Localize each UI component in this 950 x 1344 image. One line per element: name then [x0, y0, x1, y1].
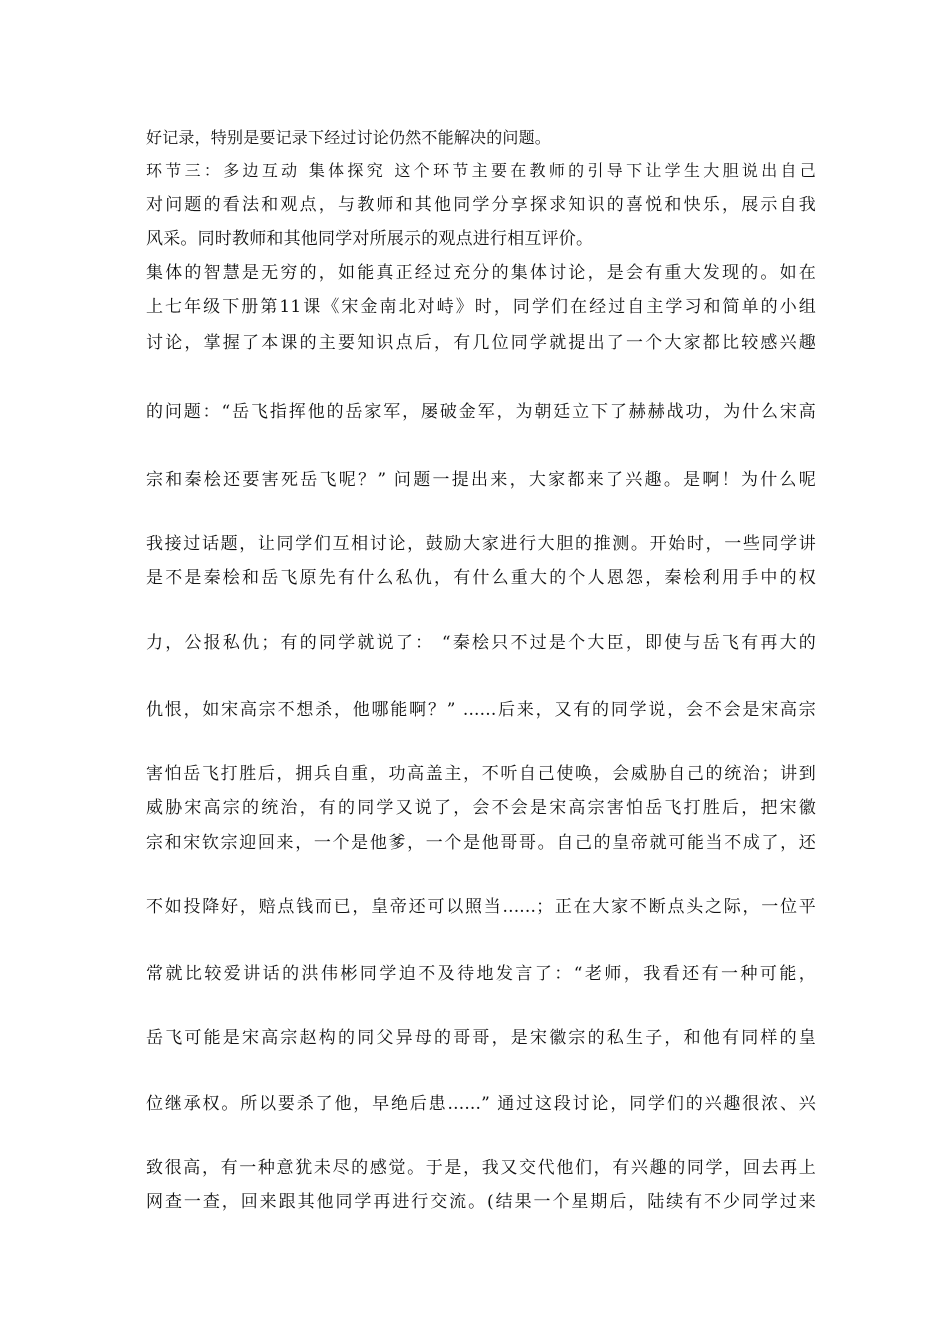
- text-line: 位继承权。所以要杀了他，早绝后患......” 通过这段讨论，同学们的兴趣很浓、兴: [146, 1094, 816, 1114]
- text-line: 致很高，有一种意犹未尽的感觉。于是，我又交代他们，有兴趣的同学，回去再上: [146, 1158, 816, 1178]
- text-line: 威胁宋高宗的统治，有的同学又说了，会不会是宋高宗害怕岳飞打胜后，把宋徽: [146, 798, 816, 818]
- text-line: 环节三：多边互动 集体探究 这个环节主要在教师的引导下让学生大胆说出自己: [146, 161, 816, 180]
- text-line: 宗和秦桧还要害死岳飞呢？” 问题一提出来，大家都来了兴趣。是啊！为什么呢: [146, 470, 816, 490]
- text-line: 常就比较爱讲话的洪伟彬同学迫不及待地发言了：“老师，我看还有一种可能，: [146, 964, 816, 984]
- text-line: 宗和宋钦宗迎回来，一个是他爹，一个是他哥哥。自己的皇帝就可能当不成了，还: [146, 833, 816, 853]
- text-line: 仇恨，如宋高宗不想杀，他哪能啊？” ......后来，又有的同学说，会不会是宋高宗: [146, 700, 816, 720]
- text-line: 的问题：“岳飞指挥他的岳家军，屡破金军，为朝廷立下了赫赫战功，为什么宋高: [146, 402, 816, 422]
- text-line: 害怕岳飞打胜后，拥兵自重，功高盖主，不听自己使唤，会威胁自己的统治；讲到: [146, 764, 816, 784]
- text-line: 力，公报私仇；有的同学就说了： “秦桧只不过是个大臣，即使与岳飞有再大的: [146, 633, 816, 653]
- text-line: 讨论，掌握了本课的主要知识点后，有几位同学就提出了一个大家都比较感兴趣: [146, 333, 816, 353]
- text-line: 我接过话题，让同学们互相讨论，鼓励大家进行大胆的推测。开始时，一些同学讲: [146, 534, 816, 554]
- text-line: 上七年级下册第11课《宋金南北对峙》时，同学们在经过自主学习和简单的小组: [146, 297, 816, 317]
- text-line: 网查一查，回来跟其他同学再进行交流。(结果一个星期后，陆续有不少同学过来: [146, 1192, 816, 1212]
- text-line: 岳飞可能是宋高宗赵构的同父异母的哥哥，是宋徽宗的私生子，和他有同样的皇: [146, 1028, 816, 1048]
- text-line: 好记录，特别是要记录下经过讨论仍然不能解决的问题。: [146, 128, 552, 147]
- text-line: 风采。同时教师和其他同学对所展示的观点进行相互评价。: [146, 229, 594, 249]
- text-line: 不如投降好，赔点钱而已，皇帝还可以照当......；正在大家不断点头之际，一位平: [146, 897, 816, 917]
- text-line: 集体的智慧是无穷的，如能真正经过充分的集体讨论，是会有重大发现的。如在: [146, 263, 816, 283]
- text-line: 是不是秦桧和岳飞原先有什么私仇，有什么重大的个人恩怨，秦桧利用手中的权: [146, 568, 816, 588]
- text-line: 对问题的看法和观点，与教师和其他同学分享探求知识的喜悦和快乐，展示自我: [146, 195, 816, 215]
